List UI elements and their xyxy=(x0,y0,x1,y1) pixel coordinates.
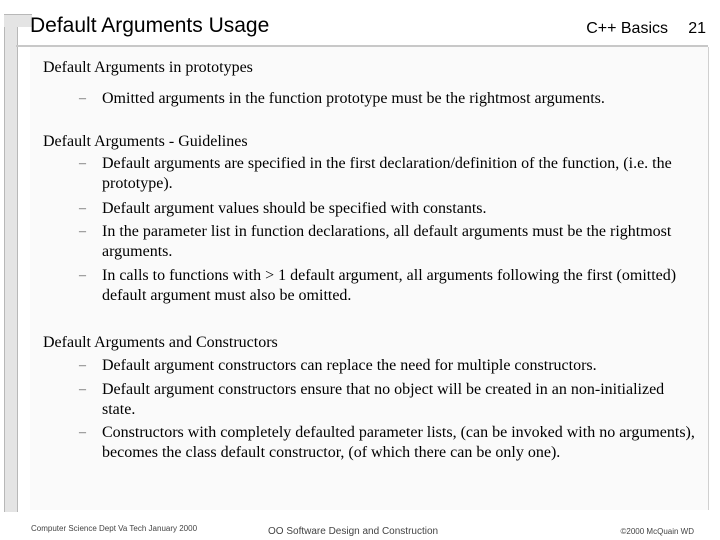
slide-title: Default Arguments Usage xyxy=(30,14,270,37)
footer-left: Computer Science Dept Va Tech January 2000 xyxy=(31,524,198,533)
bullet-item: In calls to functions with > 1 default argument, all arguments following the first (omitted) default argument must also be omitted. xyxy=(102,267,677,304)
course-name: C++ Basics xyxy=(586,20,668,37)
bullet-item: In the parameter list in function declarations, all default arguments must be the rightmost arguments. xyxy=(102,223,672,260)
bullet-dash-icon: – xyxy=(79,201,86,216)
title-divider xyxy=(16,45,708,47)
section-heading: Default Arguments - Guidelines xyxy=(43,133,248,150)
bullet-dash-icon: – xyxy=(79,224,86,239)
bullet-dash-icon: – xyxy=(79,425,86,440)
section-heading: Default Arguments and Constructors xyxy=(43,334,278,351)
bullet-item: Default arguments are specified in the first declaration/definition of the function, (i.e. the prototype). xyxy=(102,155,672,192)
bullet-dash-icon: – xyxy=(79,156,86,171)
footer-center: OO Software Design and Construction xyxy=(268,526,439,537)
section-heading: Default Arguments in prototypes xyxy=(43,59,253,76)
bullet-item: Constructors with completely defaulted parameter lists, (can be invoked with no arguments), becomes the class default constructor, (of which there can be only one). xyxy=(102,424,695,461)
bullet-dash-icon: – xyxy=(79,382,86,397)
slide-frame-vertical xyxy=(4,14,18,512)
bullet-item: Default argument constructors ensure that no object will be created in an non-initialized state. xyxy=(102,381,665,418)
slide-frame-corner xyxy=(4,14,32,27)
bullet-item: Omitted arguments in the function prototype must be the rightmost arguments. xyxy=(102,90,605,107)
bullet-dash-icon: – xyxy=(79,91,86,106)
footer-right: ©2000 McQuain WD xyxy=(620,527,694,536)
bullet-item: Default argument values should be specified with constants. xyxy=(102,200,487,217)
page-number: 21 xyxy=(688,20,706,37)
bullet-dash-icon: – xyxy=(79,268,86,283)
bullet-item: Default argument constructors can replace the need for multiple constructors. xyxy=(102,357,597,374)
bullet-dash-icon: – xyxy=(79,358,86,373)
